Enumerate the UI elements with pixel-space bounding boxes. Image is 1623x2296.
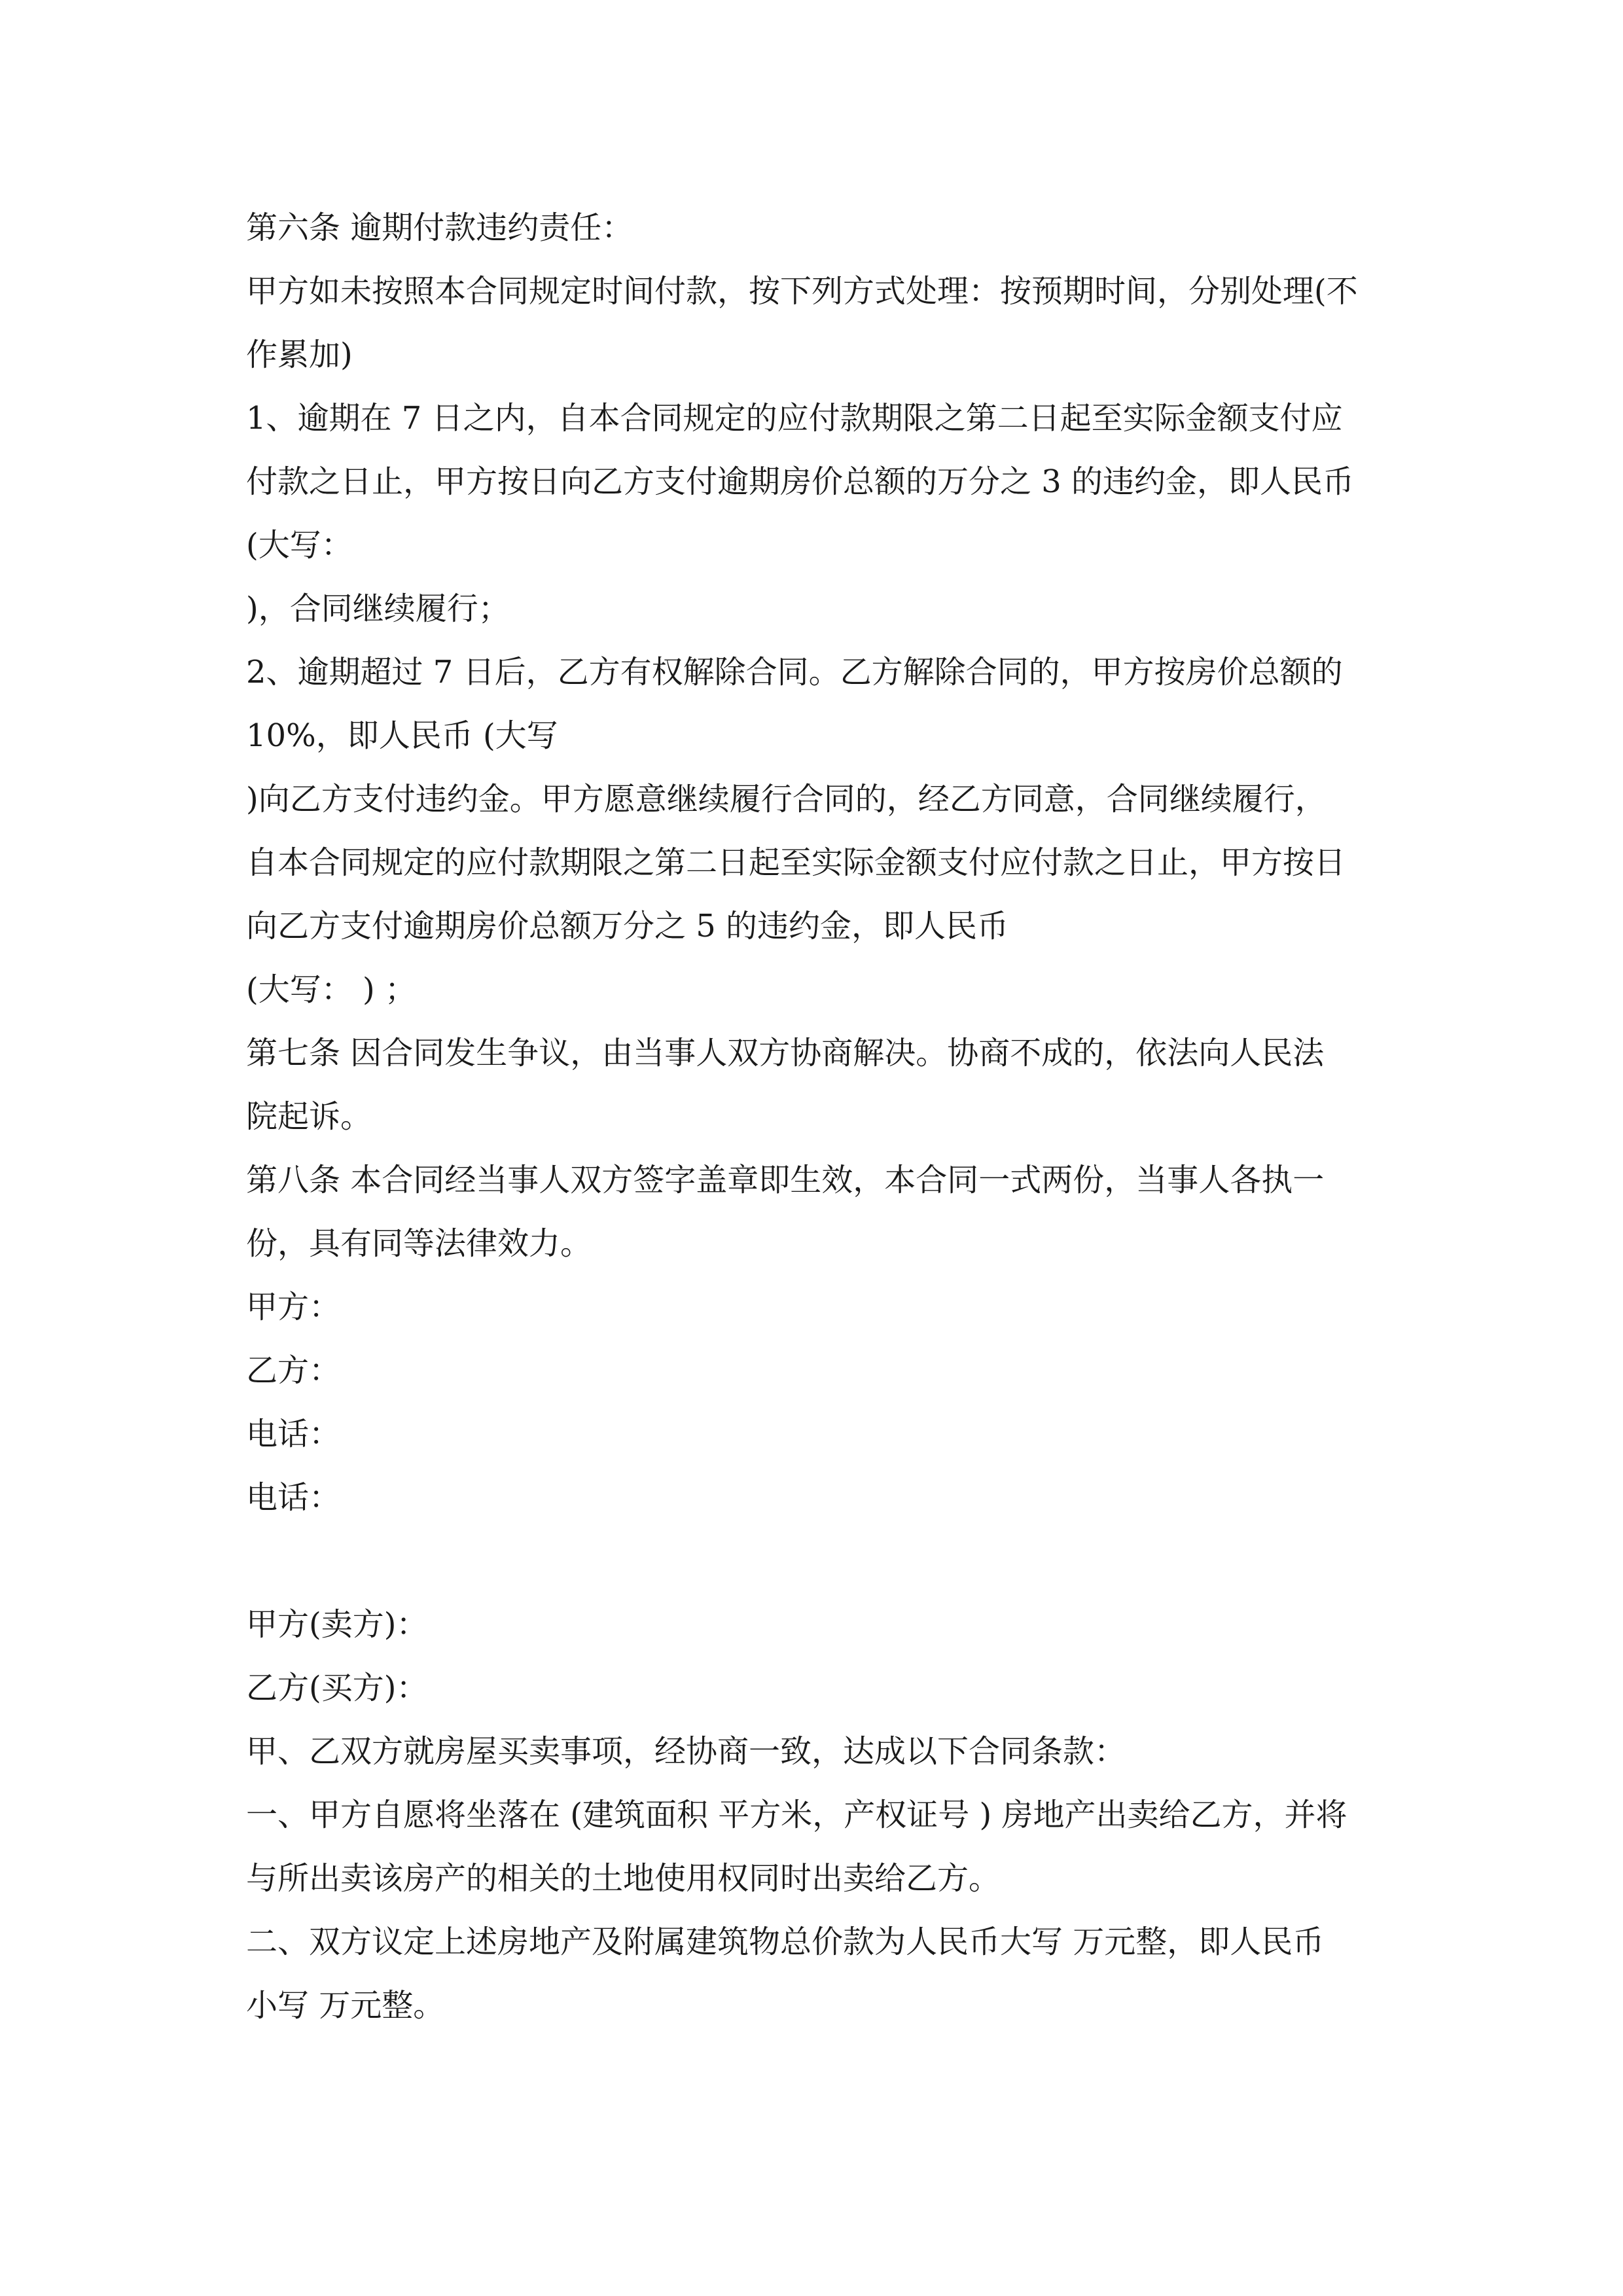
text-line: )，合同继续履行； [246,590,510,627]
party-a-signature-label: 甲方： [246,1289,341,1325]
text-line: 院起诉。 [246,1098,372,1135]
text-line: 2、逾期超过 7 日后，乙方有权解除合同。乙方解除合同的，甲方按房价总额的 [246,654,1343,691]
text-line: 小写 万元整。 [246,1987,445,2024]
section-gap [246,1530,1385,1593]
text-line: 份，具有同等法律效力。 [246,1225,592,1262]
buyer-label: 乙方(买方)： [246,1670,428,1706]
text-line: 10%，即人民币 (大写 [246,717,558,754]
text-line: 付款之日止，甲方按日向乙方支付逾期房价总额的万分之 3 的违约金，即人民币 [246,463,1355,500]
article-6-heading: 第六条 逾期付款违约责任： [246,209,633,246]
text-line: 向乙方支付逾期房价总额万分之 5 的违约金，即人民币 [246,908,1009,944]
article-8-text: 第八条 本合同经当事人双方签字盖章即生效，本合同一式两份，当事人各执一 [246,1162,1325,1198]
text-line: 甲、乙双方就房屋买卖事项，经协商一致，达成以下合同条款： [246,1733,1126,1770]
text-line: (大写： [246,527,353,564]
article-7-text: 第七条 因合同发生争议，由当事人双方协商解决。协商不成的，依法向人民法 [246,1035,1325,1071]
text-line: 自本合同规定的应付款期限之第二日起至实际金额支付应付款之日止，甲方按日 [246,844,1346,881]
clause-1-text: 一、甲方自愿将坐落在 (建筑面积 平方米，产权证号 ) 房地产出卖给乙方，并将 [246,1797,1347,1833]
text-line: 甲方如未按照本合同规定时间付款，按下列方式处理：按预期时间，分别处理(不 [246,273,1358,310]
seller-label: 甲方(卖方)： [246,1606,428,1643]
text-line: 1、逾期在 7 日之内，自本合同规定的应付款期限之第二日起至实际金额支付应 [246,400,1343,437]
text-line: (大写： ) ； [246,971,416,1008]
document-body [246,196,1385,2037]
phone-label: 电话： [246,1416,341,1452]
clause-2-text: 二、双方议定上述房地产及附属建筑物总价款为人民币大写 万元整，即人民币 [246,1924,1325,1960]
phone-label: 电话： [246,1479,341,1516]
party-b-signature-label: 乙方： [246,1352,341,1389]
text-line: 与所出卖该房产的相关的土地使用权同时出卖给乙方。 [246,1860,1001,1897]
text-line: 作累加) [246,336,353,373]
text-line: )向乙方支付违约金。甲方愿意继续履行合同的，经乙方同意，合同继续履行， [246,781,1327,817]
